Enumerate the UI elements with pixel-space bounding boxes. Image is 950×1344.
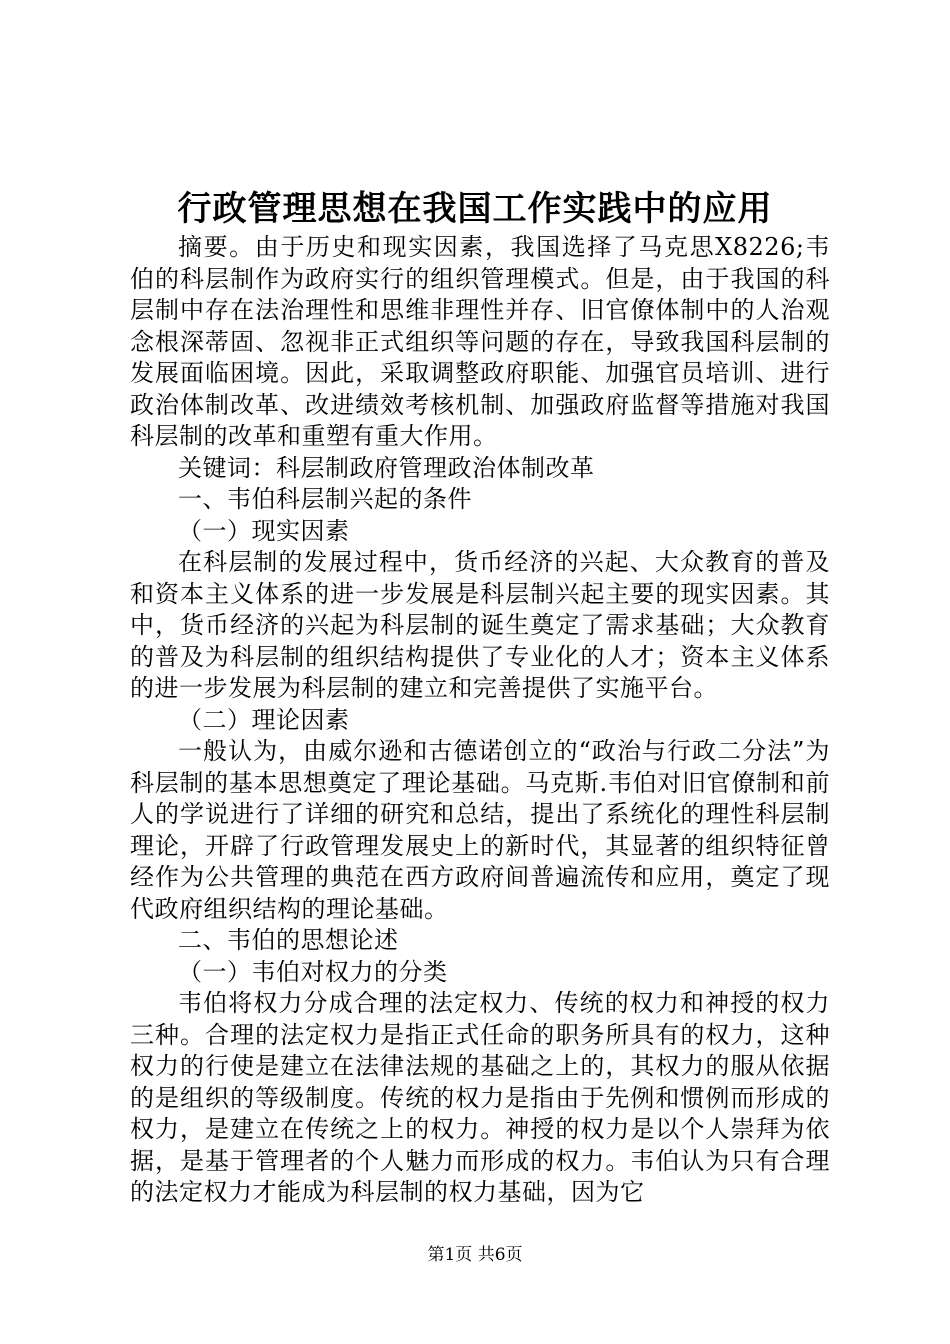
body-paragraph: 在科层制的发展过程中，货币经济的兴起、大众教育的普及和资本主义体系的进一步发展是科层制兴起主要的现实因素。其中，货币经济的兴起为科层制的诞生奠定了需求基础；大众教育的普及为科层制的组织结构提供了专业化的人才；资本主义体系的进一步发展为科层制的建立和完善提供了实施平台。 bbox=[130, 548, 830, 702]
page-number-footer: 第1页 共6页 bbox=[427, 1245, 523, 1265]
subsection-heading-2-1: （一）韦伯对权力的分类 bbox=[178, 957, 448, 986]
section-heading-1: 一、韦伯科层制兴起的条件 bbox=[178, 485, 472, 513]
document-body bbox=[130, 232, 830, 1209]
body-paragraph: 一般认为，由威尔逊和古德诺创立的“政治与行政二分法”为科层制的基本思想奠定了理论基础。马克斯.韦伯对旧官僚制和前人的学说进行了详细的研究和总结，提出了系统化的理性科层制理论，开辟了行政管理发展史上的新时代，其显著的组织特征曾经作为公共管理的典范在西方政府间普遍流传和应用，奠定了现代政府组织结构的理论基础。 bbox=[130, 737, 830, 923]
keywords-paragraph: 关键词：科层制政府管理政治体制改革 bbox=[178, 453, 595, 482]
subsection-heading-1-2: （二）理论因素 bbox=[178, 705, 350, 734]
subsection-heading-1-1: （一）现实因素 bbox=[178, 516, 350, 545]
body-paragraph: 韦伯将权力分成合理的法定权力、传统的权力和神授的权力三种。合理的法定权力是指正式任命的职务所具有的权力，这种权力的行使是建立在法律法规的基础之上的，其权力的服从依据的是组织的等级制度。传统的权力是指由于先例和惯例而形成的权力，是建立在传统之上的权力。神授的权力是以个人崇拜为依据，是基于管理者的个人魅力而形成的权力。韦伯认为只有合理的法定权力才能成为科层制的权力基础，因为它 bbox=[130, 989, 830, 1206]
abstract-paragraph: 摘要。由于历史和现实因素，我国选择了马克思X8226;韦伯的科层制作为政府实行的组织管理模式。但是，由于我国的科层制中存在法治理性和思维非理性并存、旧官僚体制中的人治观念根深蒂固、忽视非正式组织等问题的存在，导致我国科层制的发展面临困境。因此，采取调整政府职能、加强官员培训、进行政治体制改革、改进绩效考核机制、加强政府监督等措施对我国科层制的改革和重塑有重大作用。 bbox=[130, 233, 830, 450]
section-heading-2: 二、韦伯的思想论述 bbox=[178, 926, 399, 954]
document-title: 行政管理思想在我国工作实践中的应用 bbox=[177, 189, 773, 229]
